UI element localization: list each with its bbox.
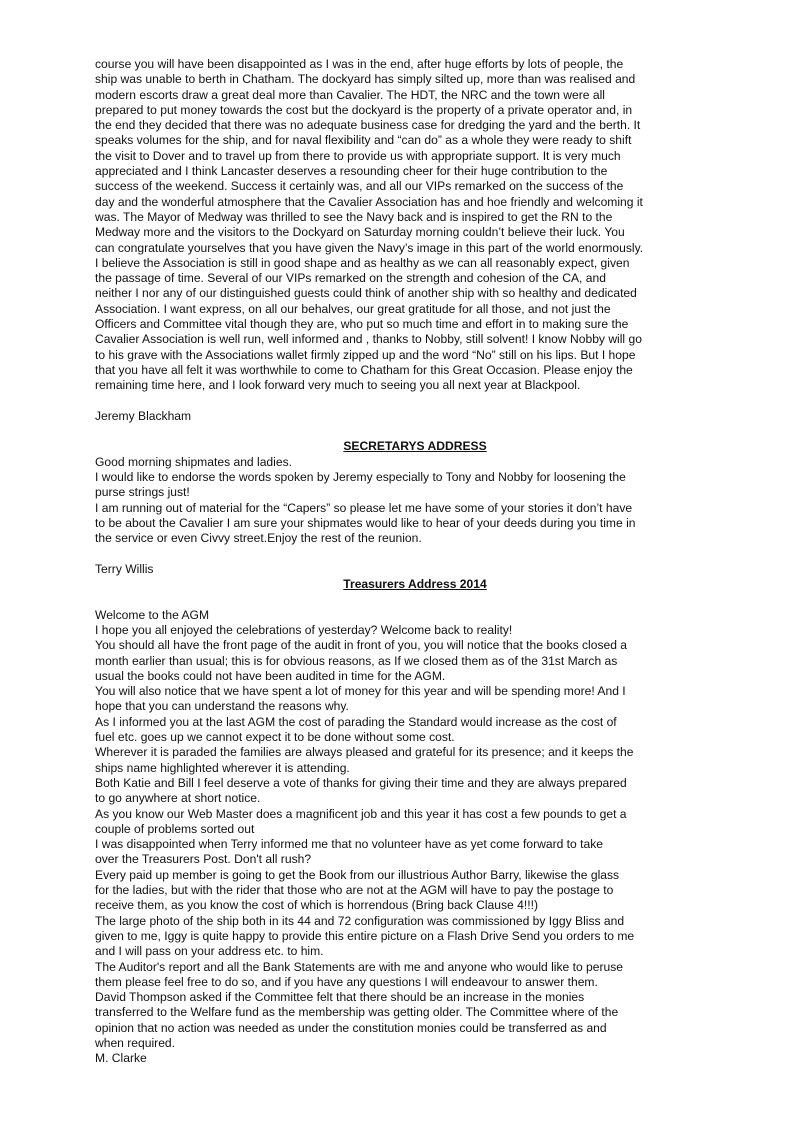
treasurer-text-line: I was disappointed when Terry informed me that no volunteer have as yet come forward to take <box>95 837 603 852</box>
secretary-text-line: purse strings just! <box>95 485 190 500</box>
spacer <box>95 547 735 562</box>
treasurer-text-line: Wherever it is paraded the families are always pleased and grateful for its presence; and it keeps the <box>95 745 634 760</box>
treasurer-text-line: given to me, Iggy is quite happy to provide this entire picture on a Flash Drive Send you orders to me <box>95 928 635 943</box>
treasurer-signature: M. Clarke <box>95 1051 147 1066</box>
treasurer-text-line: As you know our Web Master does a magnificent job and this year it has cost a few pounds to get a <box>95 806 627 821</box>
secretary-signature: Terry Willis <box>95 561 154 576</box>
spacer <box>95 394 735 409</box>
chairman-text-line: to his grave with the Associations wallet firmly zipped up and the word “No” still on his lips. But I hope <box>95 347 636 362</box>
treasurer-text-line: month earlier than usual; this is for obvious reasons, as If we closed them as of the 31st March as <box>95 653 618 668</box>
treasurer-text-line: to go anywhere at short notice. <box>95 791 261 806</box>
chairman-text-line: ship was unable to berth in Chatham. The dockyard has simply silted up, more than was realised and <box>95 72 636 87</box>
chairman-text-line: the end they decided that there was no adequate business case for dredging the yard and the berth. It <box>95 118 641 133</box>
treasurer-text-line: Both Katie and Bill I feel deserve a vote of thanks for giving their time and they are always prepared <box>95 775 627 790</box>
treasurer-text-line: The large photo of the ship both in its 44 and 72 configuration was commissioned by Iggy Bliss and <box>95 913 625 928</box>
treasurer-text-line: You should all have the front page of the audit in front of you, you will notice that the books closed a <box>95 638 628 653</box>
treasurer-text-line: over the Treasurers Post. Don't all rush? <box>95 852 312 867</box>
treasurer-text-line: couple of problems sorted out <box>95 821 255 836</box>
chairman-text-line: Medway more and the visitors to the Dockyard on Saturday morning couldn’t believe their luck. You <box>95 225 625 240</box>
chairman-text-line: success of the weekend. Success it certainly was, and all our VIPs remarked on the success of the <box>95 179 624 194</box>
chairman-text-line: can congratulate yourselves that you have given the Navy’s image in this part of the world enormously. <box>95 240 644 255</box>
document-page <box>95 57 735 1067</box>
chairman-address <box>95 57 735 394</box>
treasurer-text-line: when required. <box>95 1036 176 1050</box>
chairman-text-line: the visit to Dover and to travel up from there to provide us with appropriate support. It is very much <box>95 148 621 163</box>
treasurer-text-line: You will also notice that we have spent a lot of money for this year and will be spending more! And I <box>95 684 626 699</box>
chairman-text-line: appreciated and I think Lancaster deserves a resounding cheer for their huge contribution to the <box>95 164 608 179</box>
treasurer-text-line: hope that you can understand the reasons why. <box>95 699 349 714</box>
chairman-text-line: I believe the Association is still in good shape and as healthy as we can all reasonably expect, given <box>95 255 630 270</box>
chairman-text-line: the passage of time. Several of our VIPs remarked on the strength and cohesion of the CA, and <box>95 271 606 286</box>
treasurer-text-line: opinion that no action was needed as under the constitution monies could be transferred as and <box>95 1020 607 1035</box>
chairman-text-line: Association. I want express, on all our behalves, our great gratitude for all those, and not just the <box>95 301 611 316</box>
chairman-text-line: was. The Mayor of Medway was thrilled to see the Navy back and is inspired to get the RN to the <box>95 209 613 224</box>
treasurer-text-line: The Auditor's report and all the Bank Statements are with me and anyone who would like to peruse <box>95 959 624 974</box>
treasurer-text-line: them please feel free to do so, and if you have any questions I will endeavour to answer them. <box>95 974 598 989</box>
treasurer-text-line: for the ladies, but with the rider that those who are not at the AGM will have to pay the postage to <box>95 883 614 898</box>
secretary-text-line: I would like to endorse the words spoken by Jeremy especially to Tony and Nobby for loosening the <box>95 470 626 485</box>
treasurer-text-line: David Thompson asked if the Committee felt that there should be an increase in the monies <box>95 990 585 1005</box>
secretary-text-line: to be about the Cavalier I am sure your shipmates would like to hear of your deeds during you time in <box>95 515 636 530</box>
chairman-text-line: remaining time here, and I look forward very much to seeing you all next year at Blackpool. <box>95 378 581 393</box>
chairman-signature: Jeremy Blackham <box>95 408 192 423</box>
treasurer-text-line: receive them, as you know the cost of which is horrendous (Bring back Clause 4!!!) <box>95 898 538 913</box>
treasurer-heading: Treasurers Address 2014 <box>343 577 487 592</box>
secretary-heading: SECRETARYS ADDRESS <box>343 439 487 454</box>
chairman-text-line: modern escorts draw a great deal more than Cavalier. The HDT, the NRC and the town were all <box>95 87 605 102</box>
secretary-text-line: I am running out of material for the “Capers” so please let me have some of your stories it don’t have <box>95 500 633 515</box>
secretary-address <box>95 455 735 547</box>
chairman-text-line: Officers and Committee vital though they are, who put so much time and effort in to making sure the <box>95 317 629 332</box>
secretary-text-line: Good morning shipmates and ladies. <box>95 454 292 469</box>
chairman-text-line: neither I nor any of our distinguished guests could think of another ship with so healthy and dedicated <box>95 286 637 301</box>
chairman-text-line: course you will have been disappointed as I was in the end, after huge efforts by lots of people, the <box>95 57 624 71</box>
treasurer-text-line: usual the books could not have been audited in time for the AGM. <box>95 668 446 683</box>
treasurer-text-line: and I will pass on your address etc. to him. <box>95 944 324 959</box>
chairman-text-line: speaks volumes for the ship, and for naval flexibility and “can do” as a whole they were ready to shift <box>95 133 632 148</box>
treasurer-text-line: transferred to the Welfare fund as the membership was getting older. The Committee where of the <box>95 1005 619 1020</box>
treasurer-text-line: As I informed you at the last AGM the cost of parading the Standard would increase as the cost of <box>95 714 617 729</box>
chairman-text-line: prepared to put money towards the cost but the dockyard is the property of a private operator and, in <box>95 102 633 117</box>
treasurer-text-line: ships name highlighted wherever it is attending. <box>95 760 350 775</box>
treasurer-text-line: Every paid up member is going to get the Book from our illustrious Author Barry, likewise the glass <box>95 867 620 882</box>
spacer <box>95 592 735 607</box>
treasurer-text-line: Welcome to the AGM <box>95 607 210 622</box>
chairman-text-line: that you have all felt it was worthwhile to come to Chatham for this Great Occasion. Please enjoy the <box>95 362 633 377</box>
spacer <box>95 424 735 439</box>
chairman-text-line: day and the wonderful atmosphere that the Cavalier Association has and hoe friendly and welcoming it <box>95 194 643 209</box>
treasurer-address <box>95 608 735 1052</box>
secretary-text-line: the service or even Civvy street.Enjoy the rest of the reunion. <box>95 531 422 546</box>
chairman-text-line: Cavalier Association is well run, well informed and , thanks to Nobby, still solvent! I know Nobby will go <box>95 332 642 347</box>
treasurer-text-line: I hope you all enjoyed the celebrations of yesterday? Welcome back to reality! <box>95 622 513 637</box>
treasurer-text-line: fuel etc. goes up we cannot expect it to be done without some cost. <box>95 730 455 745</box>
